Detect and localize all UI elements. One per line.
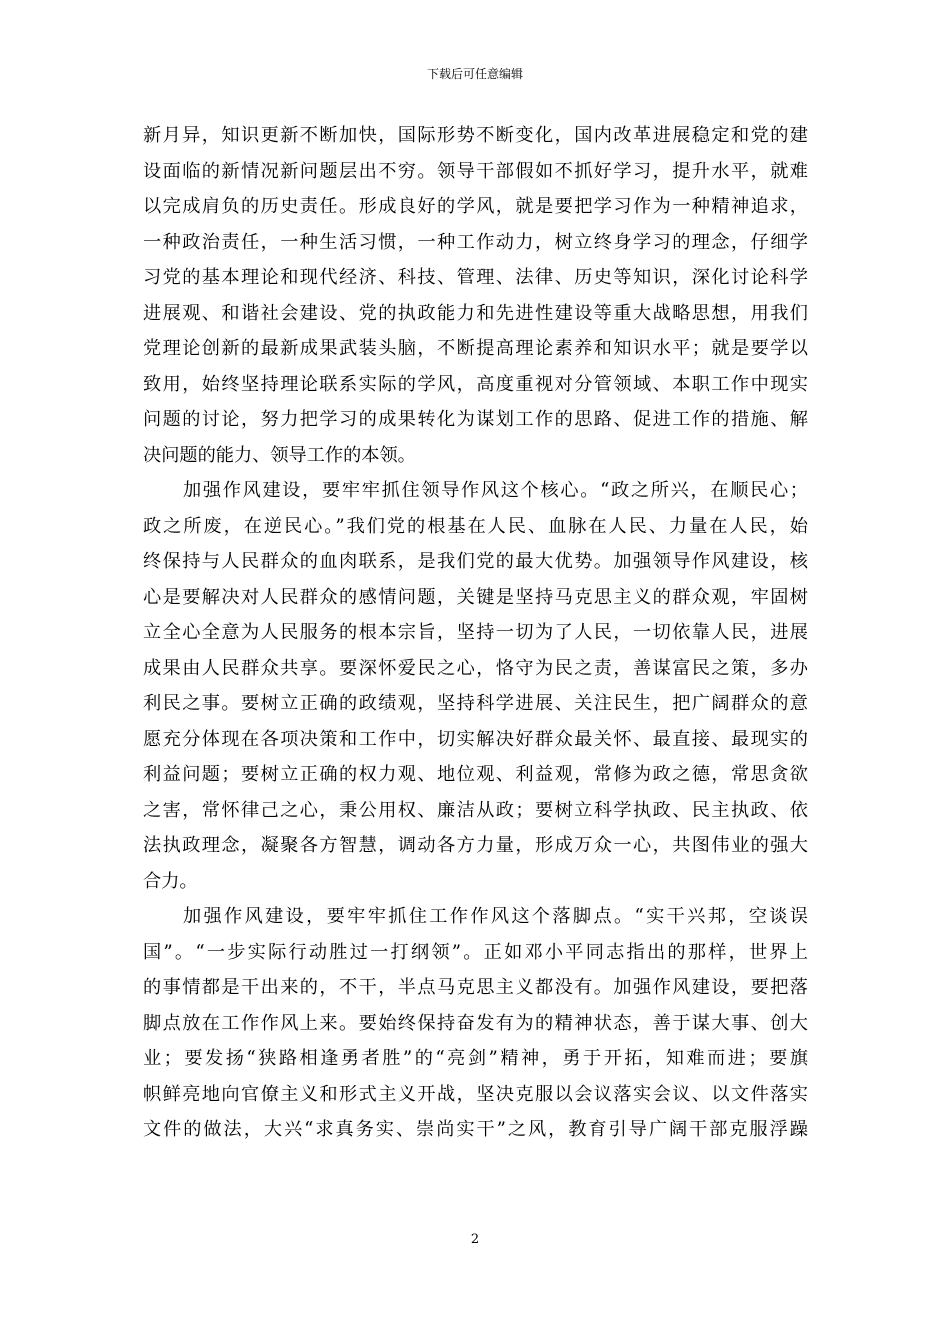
page-header: [0, 66, 950, 82]
text-line: 设面临的新情况新问题层出不穷。领导干部假如不抓好学习，提升水平，就难: [143, 160, 808, 182]
document-body: [143, 118, 808, 1148]
text-line: 心是要解决对人民群众的感情问题，关键是坚持马克思主义的群众观，牢固树: [143, 586, 808, 608]
text-line: 以完成肩负的历史责任。形成良好的学风，就是要把学习作为一种精神追求，: [143, 196, 808, 217]
paragraph: [143, 899, 808, 1148]
text-line: 文件的做法，大兴“求真务实、崇尚实干”之风，教育引导广阔干部克服浮躁: [143, 1119, 808, 1140]
paragraph: [143, 473, 808, 899]
text-line: 决问题的能力、领导工作的本领。: [143, 444, 416, 466]
text-line: 一种政治责任，一种生活习惯，一种工作动力，树立终身学习的理念，仔细学: [143, 231, 808, 253]
text-line: 致用，始终坚持理论联系实际的学风，高度重视对分管领域、本职工作中现实: [143, 373, 808, 395]
text-line: 立全心全意为人民服务的根本宗旨，坚持一切为了人民，一切依靠人民，进展: [143, 622, 808, 643]
text-line: 问题的讨论，努力把学习的成果转化为谋划工作的思路、促进工作的措施、解: [143, 409, 808, 430]
text-line: 加强作风建设，要牢牢抓住工作作风这个落脚点。“实干兴邦，空谈误: [183, 906, 808, 927]
text-line: 成果由人民群众共享。要深怀爱民之心，恪守为民之责，善谋富民之策，多办: [143, 657, 808, 679]
header-text: 下载后可任意编辑: [426, 67, 523, 81]
text-line: 法执政理念，凝聚各方智慧，调动各方力量，形成万众一心，共图伟业的强大: [143, 835, 808, 856]
text-line: 帜鲜亮地向官僚主义和形式主义开战，坚决克服以会议落实会议、以文件落实: [143, 1083, 808, 1105]
paragraph: [143, 118, 808, 473]
text-line: 合力。: [143, 870, 198, 892]
text-line: 利益问题；要树立正确的权力观、地位观、利益观，常修为政之德，常思贪欲: [143, 764, 808, 785]
text-line: 利民之事。要树立正确的政绩观，坚持科学进展、关注民生，把广阔群众的意: [143, 693, 808, 714]
text-line: 国”。“一步实际行动胜过一打纲领”。正如邓小平同志指出的那样，世界上: [143, 941, 808, 963]
text-line: 新月异，知识更新不断加快，国际形势不断变化，国内改革进展稳定和党的建: [143, 125, 808, 146]
text-line: 之害，常怀律己之心，秉公用权、廉洁从政；要树立科学执政、民主执政、依: [143, 799, 808, 821]
text-line: 进展观、和谐社会建设、党的执政能力和先进性建设等重大战略思想，用我们: [143, 302, 808, 324]
text-line: 愿充分体现在各项决策和工作中，切实解决好群众最关怀、最直接、最现实的: [143, 728, 808, 750]
text-line: 加强作风建设，要牢牢抓住领导作风这个核心。“政之所兴，在顺民心；: [183, 480, 808, 501]
text-line: 终保持与人民群众的血肉联系，是我们党的最大优势。加强领导作风建设，核: [143, 551, 808, 572]
text-line: 的事情都是干出来的，不干，半点马克思主义都没有。加强作风建设，要把落: [143, 977, 808, 998]
text-line: 业；要发扬“狭路相逢勇者胜”的“亮剑”精神，勇于开拓，知难而进；要旗: [143, 1048, 808, 1069]
text-line: 脚点放在工作作风上来。要始终保持奋发有为的精神状态，善于谋大事、创大: [143, 1012, 808, 1034]
text-line: 党理论创新的最新成果武装头脑，不断提高理论素养和知识水平；就是要学以: [143, 338, 808, 359]
text-line: 习党的基本理论和现代经济、科技、管理、法律、历史等知识，深化讨论科学: [143, 267, 808, 288]
page-footer: [0, 1232, 950, 1248]
page-number: 2: [470, 1232, 480, 1247]
text-line: 政之所废，在逆民心。”我们党的根基在人民、血脉在人民、力量在人民，始: [143, 515, 808, 537]
